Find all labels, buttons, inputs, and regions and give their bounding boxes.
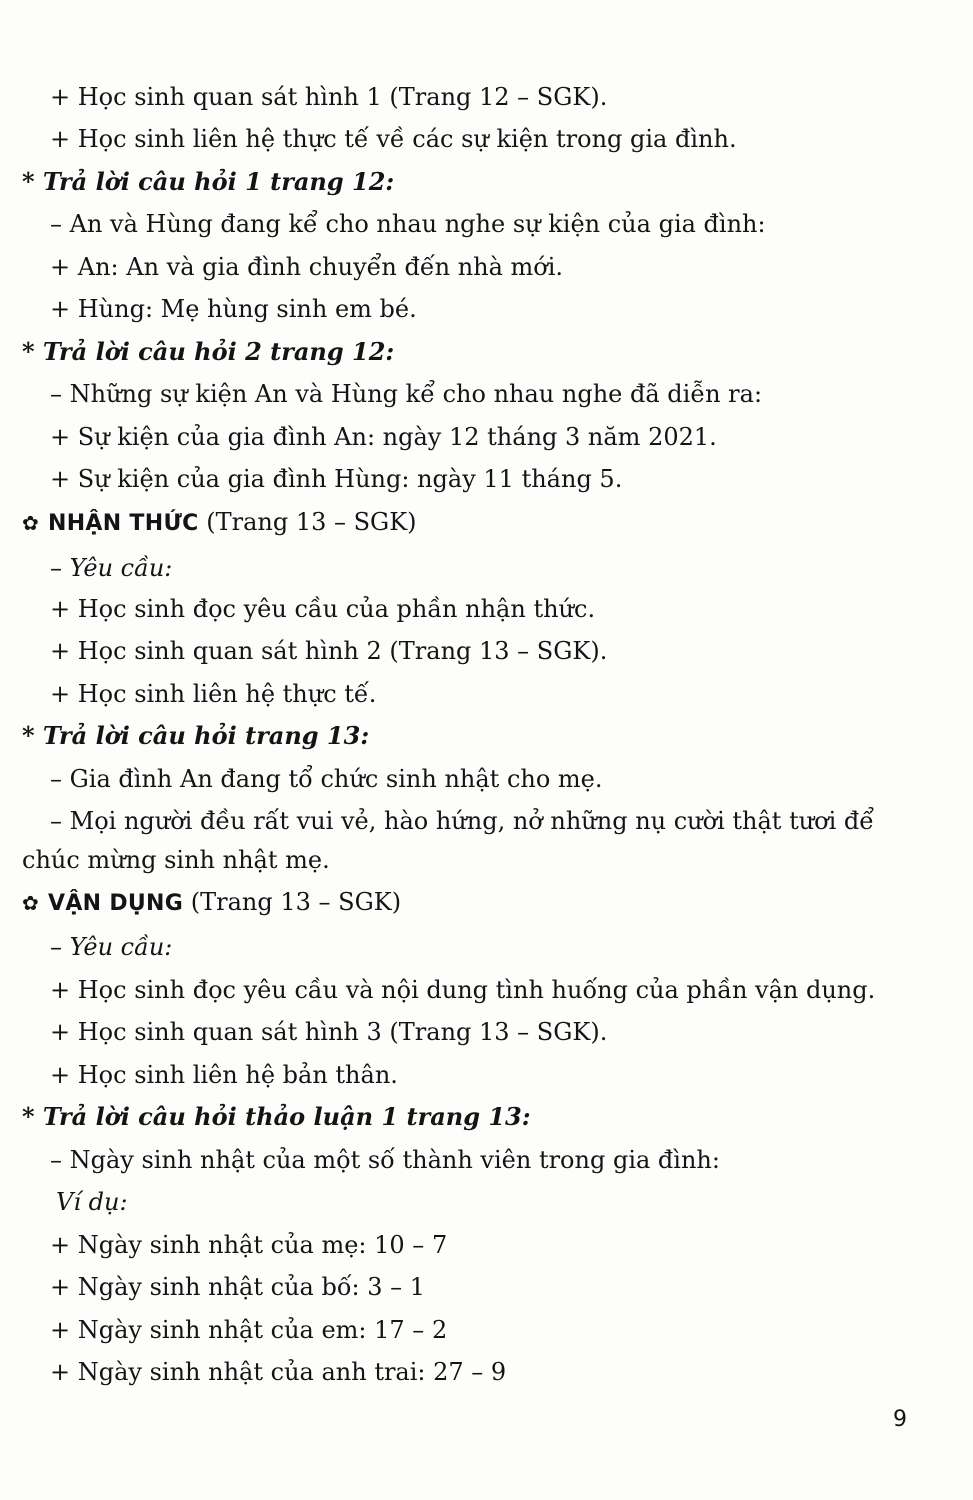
page-number: 9 [893,1407,907,1432]
text-line: + Học sinh liên hệ bản thân. [50,1061,398,1089]
question-heading: * Trả lời câu hỏi 1 trang 12: [22,167,395,196]
text-line: – Mọi người đều rất vui vẻ, hào hứng, nở những nụ cười thật tươi để [50,807,875,835]
text-line: + Ngày sinh nhật của bố: 3 – 1 [50,1273,426,1301]
text-line: + Học sinh đọc yêu cầu và nội dung tình huống của phần vận dụng. [50,976,876,1004]
text-line: + Học sinh đọc yêu cầu của phần nhận thức. [50,595,596,623]
text-line: + Học sinh quan sát hình 3 (Trang 13 – SGK). [50,1018,608,1046]
section-heading-van-dung [22,887,401,919]
text-line: + Ngày sinh nhật của em: 17 – 2 [50,1316,448,1344]
flower-bullet-icon: ✿ [22,891,39,915]
text-line: + Học sinh liên hệ thực tế. [50,680,377,708]
text-line: – Những sự kiện An và Hùng kể cho nhau nghe đã diễn ra: [50,380,763,408]
requirement-label: – Yêu cầu: [50,933,173,961]
flower-bullet-icon: ✿ [22,511,39,535]
text-line: + Học sinh quan sát hình 1 (Trang 12 – SGK). [50,83,608,111]
text-line: chúc mừng sinh nhật mẹ. [22,846,330,874]
example-label: Ví dụ: [56,1188,128,1216]
text-line: + Học sinh quan sát hình 2 (Trang 13 – SGK). [50,637,608,665]
section-ref: (Trang 13 – SGK) [190,888,402,916]
question-heading: * Trả lời câu hỏi 2 trang 12: [22,337,395,366]
question-heading: * Trả lời câu hỏi thảo luận 1 trang 13: [22,1102,531,1131]
text-line: + Sự kiện của gia đình An: ngày 12 tháng 3 năm 2021. [50,423,717,451]
requirement-label: – Yêu cầu: [50,554,173,582]
text-line: + Học sinh liên hệ thực tế về các sự kiện trong gia đình. [50,125,737,153]
section-title: NHẬN THỨC [48,511,199,536]
question-heading: * Trả lời câu hỏi trang 13: [22,721,370,750]
section-ref: (Trang 13 – SGK) [206,508,417,536]
text-line: – An và Hùng đang kể cho nhau nghe sự kiện của gia đình: [50,210,766,238]
text-line: + An: An và gia đình chuyển đến nhà mới. [50,253,564,281]
text-line: + Ngày sinh nhật của anh trai: 27 – 9 [50,1358,507,1386]
text-line: – Gia đình An đang tổ chức sinh nhật cho mẹ. [50,765,603,793]
text-line: + Sự kiện của gia đình Hùng: ngày 11 tháng 5. [50,465,623,493]
text-line: + Hùng: Mẹ hùng sinh em bé. [50,295,417,323]
section-heading-nhan-thuc [22,507,417,539]
text-line: – Ngày sinh nhật của một số thành viên trong gia đình: [50,1146,720,1174]
text-line: + Ngày sinh nhật của mẹ: 10 – 7 [50,1231,448,1259]
section-title: VẬN DỤNG [48,891,184,916]
